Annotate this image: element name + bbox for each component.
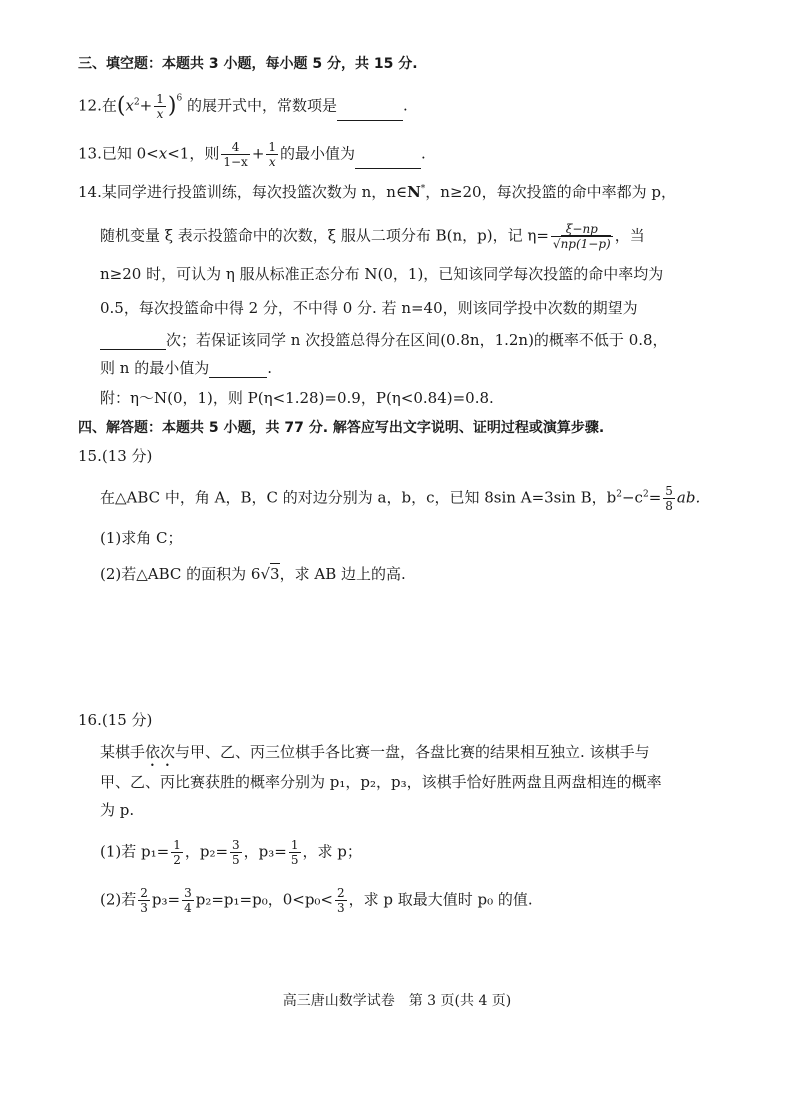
q16-part2-end: ，求 p 取最大值时 p₀ 的值. (348, 890, 533, 909)
q16-a-fraction (138, 886, 150, 915)
q14-line-5 (100, 330, 668, 350)
q13-text: 的最小值为 (280, 144, 356, 163)
q16-line-3: 为 p. (100, 801, 135, 819)
q15-eq: = (648, 488, 662, 507)
q12-frac-den: x (156, 107, 164, 121)
q15-header: 15.(13 分) (78, 447, 153, 465)
q14-line2a: 随机变量 ξ 表示投篮命中的次数，ξ 服从二项分布 B(n，p)，记 η= (100, 226, 549, 245)
q15-sup-c: 2 (642, 489, 649, 500)
question-12 (78, 92, 408, 121)
q14-line6: 则 n 的最小值为 (100, 359, 210, 377)
q16-p1-fraction (171, 838, 183, 867)
q14-line-2 (100, 222, 645, 251)
q16-part2-mid2: p₂=p₁=p₀，0<p₀< (195, 890, 333, 909)
q16-p1-num: 1 (173, 838, 181, 852)
q16-line-1 (100, 742, 650, 770)
q13-answer-blank[interactable] (355, 154, 421, 169)
q16-b-fraction (182, 886, 194, 915)
q15-frac-den: 8 (665, 499, 673, 513)
q16-part2-mid1: p₃= (151, 890, 181, 909)
q14-star: * (420, 184, 426, 194)
q14-min-n-blank[interactable] (209, 363, 267, 378)
q13-number: 13. (78, 144, 102, 163)
q16-part-1 (100, 838, 362, 867)
q12-x: x (125, 96, 134, 115)
q13-plus: + (251, 144, 265, 163)
q16-c-num: 2 (337, 886, 345, 900)
q14-line1: 某同学进行投篮训练，每次投篮次数为 n，n∈ (101, 183, 408, 201)
page-footer: 高三唐山数学试卷 第 3 页(共 4 页) (282, 993, 512, 1009)
q16-b-num: 3 (184, 886, 192, 900)
q14-line5: 次；若保证该同学 n 次投篮总得分在区间(0.8n，1.2n)的概率不低于 0.8， (166, 331, 668, 349)
q14-line-1 (78, 182, 676, 202)
q15-stem-end: ab. (676, 488, 701, 507)
section-3-heading: 三、填空题：本题共 3 小题，每小题 5 分，共 15 分. (78, 56, 418, 72)
q14-line6-end: . (267, 359, 272, 377)
q15-stem-a: 在△ABC 中，角 A，B，C 的对边分别为 a，b，c，已知 8sin A=3sin B，b (100, 488, 617, 507)
q15-fraction (663, 484, 675, 513)
q16-c-fraction (335, 886, 347, 915)
q16-b-den: 4 (184, 901, 192, 915)
q16-a-num: 2 (140, 886, 148, 900)
q14-line1b: ，n≥20，每次投篮的命中率都为 p， (425, 183, 676, 201)
q15-part2a: (2)若△ABC 的面积为 6 (100, 565, 261, 583)
q16-emphasis: 依次 (145, 743, 176, 761)
q16-part1-mid1: ，p₂= (184, 842, 229, 861)
q16-part2-pre: (2)若 (100, 890, 137, 909)
q12-plus: + (139, 96, 153, 115)
q15-sqrt3: 3 (270, 565, 280, 583)
q13-frac1-num: 4 (221, 140, 249, 155)
q12-sup2: 2 (133, 97, 140, 108)
q14-note: 附：η～N(0，1)，则 P(η<1.28)=0.9，P(η<0.84)=0.8. (100, 389, 494, 407)
q12-pre: 在 (101, 96, 117, 115)
question-13 (78, 140, 426, 169)
q16-part1-pre: (1)若 p₁= (100, 842, 170, 861)
q14-eta-fraction (551, 222, 613, 251)
q12-frac-num: 1 (156, 92, 164, 106)
q16-p1-den: 2 (173, 853, 181, 867)
q14-line2b: ，当 (614, 226, 645, 245)
q16-p3-num: 1 (290, 838, 299, 852)
q12-fraction (154, 92, 166, 121)
q16-line1a: 某棋手 (100, 743, 146, 761)
q16-p2-fraction (230, 838, 242, 867)
q14-number: 14. (78, 183, 102, 201)
q16-p3-fraction (289, 838, 301, 867)
q14-line-6 (100, 358, 272, 378)
q16-c-den: 3 (337, 901, 345, 915)
q12-end: . (403, 96, 408, 115)
q16-header: 16.(15 分) (78, 711, 153, 729)
q16-part-2 (100, 886, 533, 915)
q13-frac2-num: 1 (268, 140, 277, 154)
q14-line-3: n≥20 时，可认为 η 服从标准正态分布 N(0，1)，已知该同学每次投篮的命中率均为 (100, 265, 664, 283)
section-4-heading: 四、解答题：本题共 5 小题，共 77 分. 解答应写出文字说明、证明过程或演算步骤. (78, 420, 605, 436)
q15-frac-num: 5 (665, 484, 673, 498)
q14-frac-den-sqrt: np(1−p) (560, 237, 611, 251)
q15-minus-c: −c (621, 488, 643, 507)
q15-stem (100, 484, 700, 513)
q15-part-1: (1)求角 C； (100, 529, 183, 547)
q13-x: x (158, 144, 168, 163)
q16-a-den: 3 (140, 901, 148, 915)
q16-p2-num: 3 (232, 838, 240, 852)
q15-part-2: (2)若△ABC 的面积为 6√3，求 AB 边上的高. (100, 565, 406, 583)
q13-frac1-den: 1−x (223, 155, 248, 169)
q13-mid: <1，则 (167, 144, 220, 163)
q12-paren-open: ( (116, 93, 126, 119)
q16-part1-end: ，求 p； (302, 842, 362, 861)
q13-fraction-1 (221, 140, 249, 169)
q14-line-4: 0.5，每次投篮命中得 2 分，不中得 0 分. 若 n=40，则该同学投中次数的期望为 (100, 299, 638, 317)
q16-p2-den: 5 (232, 853, 240, 867)
q14-frac-den: √np(1−p) (552, 237, 611, 251)
q15-part2b: ，求 AB 边上的高. (279, 565, 406, 583)
q12-answer-blank[interactable] (337, 106, 403, 121)
q16-p3-den: 5 (290, 853, 299, 867)
q15-sup-b: 2 (616, 489, 622, 500)
q14-expectation-blank[interactable] (100, 335, 166, 350)
q13-fraction-2 (266, 140, 278, 169)
q12-paren-close: ) (167, 93, 177, 119)
q13-pre: 已知 0< (101, 144, 159, 163)
q16-line-2: 甲、乙、丙比赛获胜的概率分别为 p₁，p₂，p₃，该棋手恰好胜两盘且两盘相连的概率 (100, 773, 662, 791)
q12-number: 12. (78, 96, 102, 115)
q16-part1-mid2: ，p₃= (243, 842, 287, 861)
q14-bold-n: N (407, 183, 421, 201)
q12-sup6: 6 (176, 93, 183, 104)
q14-frac-num: ξ−np (551, 222, 613, 237)
q16-line1b: 与甲、乙、丙三位棋手各比赛一盘，各盘比赛的结果相互独立. 该棋手与 (175, 743, 650, 761)
q13-end: . (421, 144, 426, 163)
q13-frac2-den: x (268, 155, 276, 169)
q12-text: 的展开式中，常数项是 (187, 96, 338, 115)
